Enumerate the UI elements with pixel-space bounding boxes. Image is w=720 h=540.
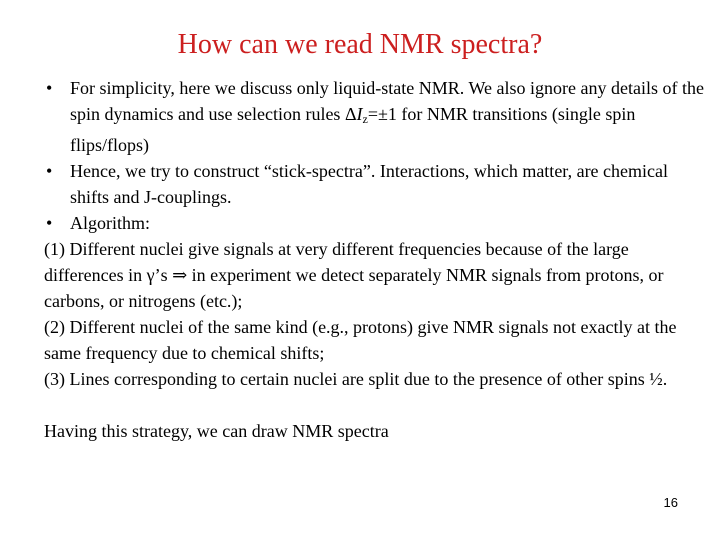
bullet-dot: • bbox=[46, 213, 53, 233]
algorithm-step: (3) Lines corresponding to certain nuclei are split due to the presence of other spins ½. bbox=[44, 369, 668, 389]
spacer bbox=[44, 392, 704, 418]
closing-text: Having this strategy, we can draw NMR spectra bbox=[44, 421, 389, 441]
slide-content bbox=[44, 75, 704, 444]
bullet-text: Hence, we try to construct “stick-spectra”. Interactions, which matter, are chemical shifts and J-couplings. bbox=[70, 161, 669, 207]
spin-variable: I bbox=[356, 104, 363, 124]
page-number: 16 bbox=[663, 495, 678, 510]
bullet-text: Algorithm: bbox=[70, 213, 150, 233]
bullet-text-part: =±1 for NMR transitions (single spin flips/flops) bbox=[70, 104, 636, 155]
delta-symbol: Δ bbox=[344, 104, 357, 124]
slide-title: How can we read NMR spectra? bbox=[177, 29, 543, 60]
algorithm-step: (2) Different nuclei of the same kind (e.g., protons) give NMR signals not exactly at the same frequency due to chemical shifts; bbox=[44, 317, 677, 363]
bullet-dot: • bbox=[46, 161, 53, 181]
bullet-text-part: For simplicity, here we discuss only liquid-state NMR. We also ignore any details of the spin dynamics and use selection rules bbox=[70, 78, 704, 124]
spin-subscript: z bbox=[362, 112, 368, 126]
bullet-item bbox=[44, 158, 704, 210]
bullet-dot: • bbox=[46, 78, 53, 98]
algorithm-step: (1) Different nuclei give signals at very different frequencies because of the large differences in γ’s ⇒ in experiment we detect separately NMR signals from protons, or carbons, or nitrogens (etc.); bbox=[44, 239, 664, 311]
bullet-item bbox=[44, 210, 704, 236]
bullet-item bbox=[44, 75, 704, 158]
